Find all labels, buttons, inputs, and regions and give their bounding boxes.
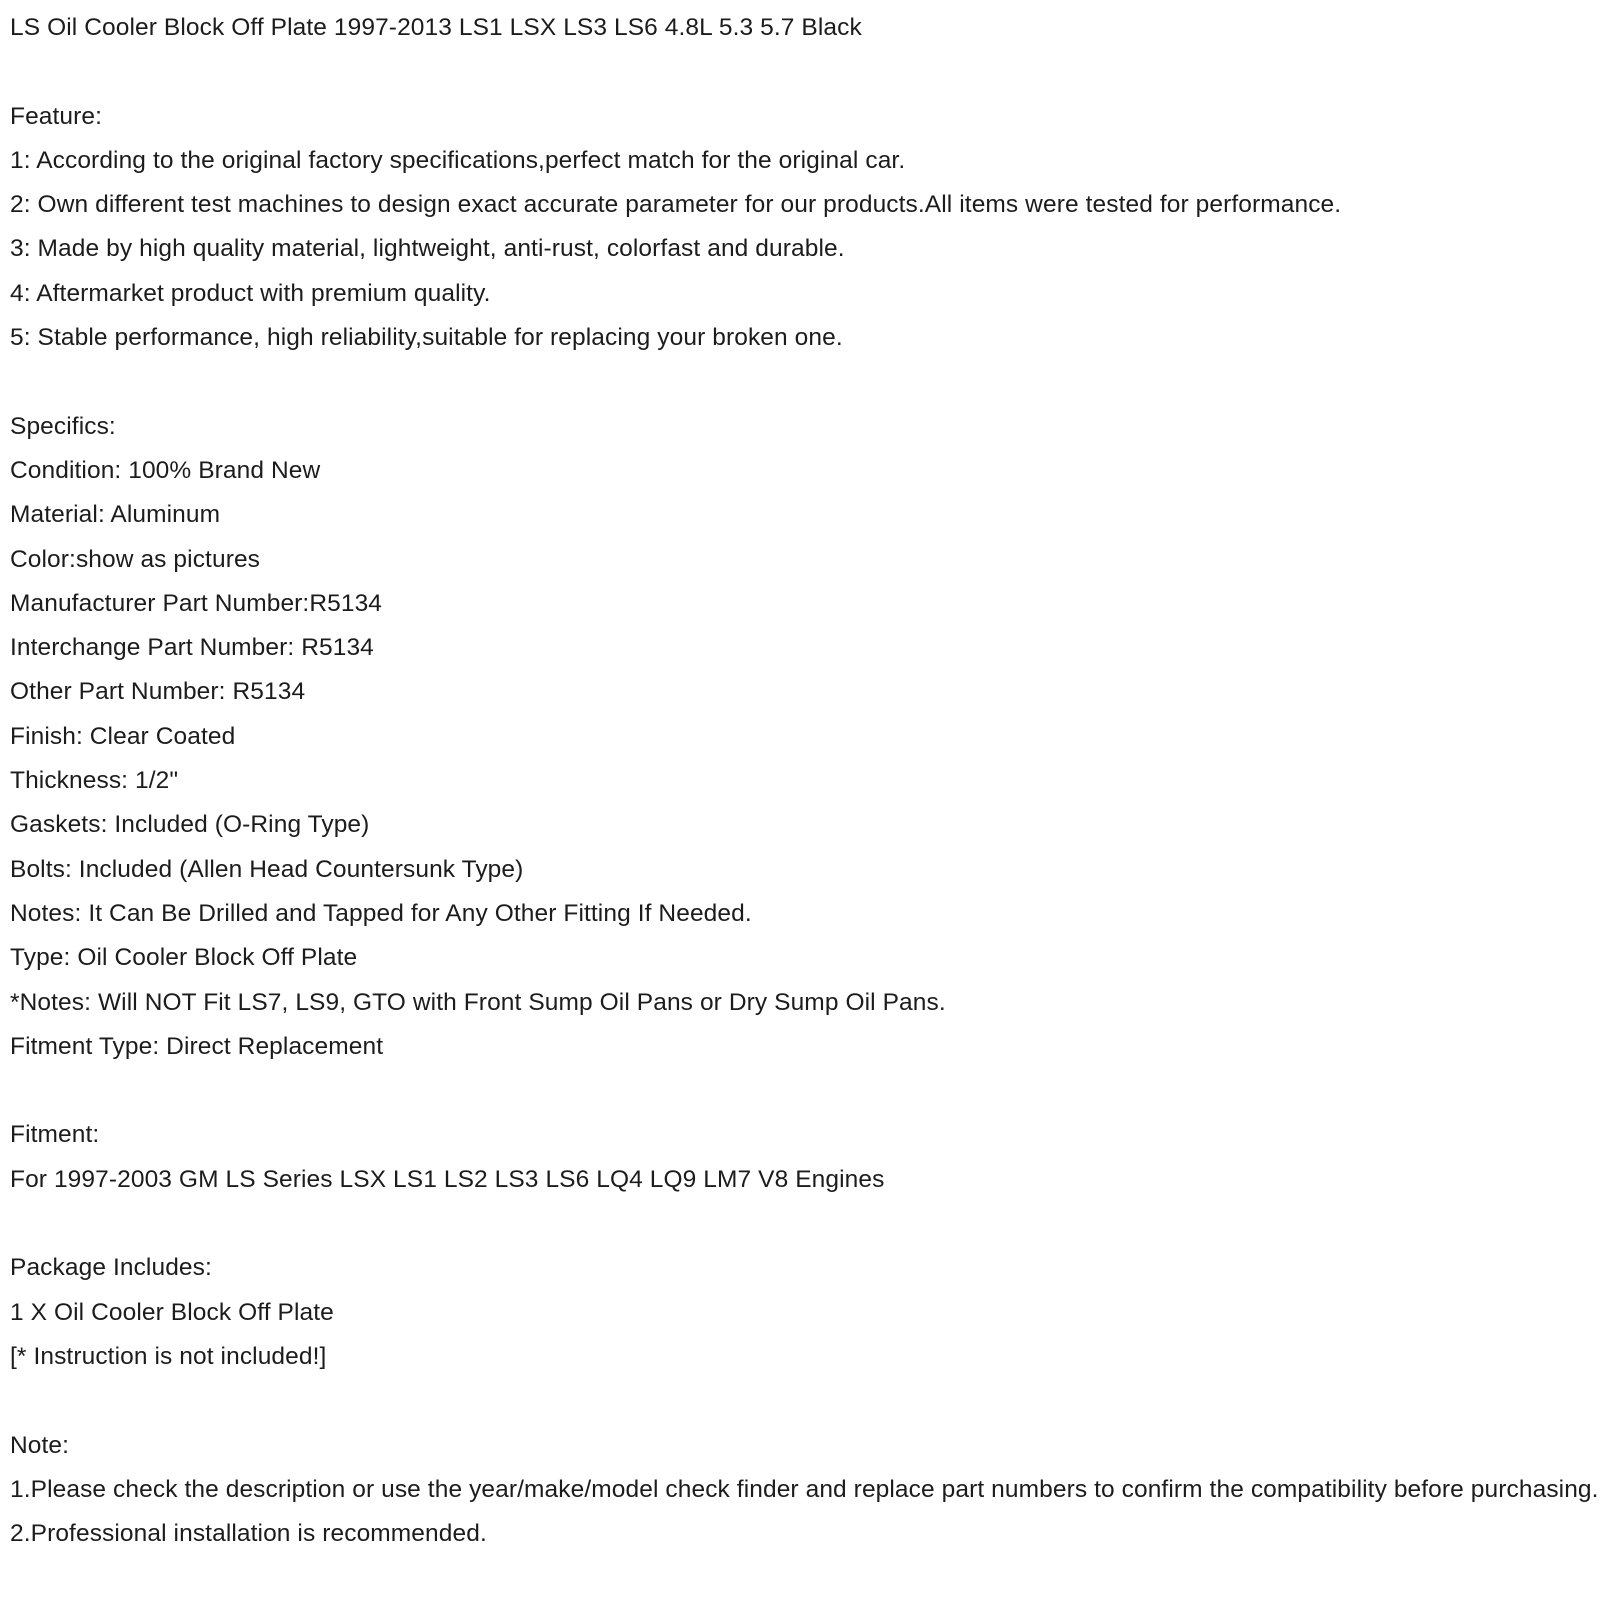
specifics-section [10, 405, 1588, 1069]
feature-heading: Feature: [10, 102, 103, 130]
feature-item: 5: Stable performance, high reliability,suitable for replacing your broken one. [10, 324, 843, 352]
blank-line [10, 1202, 1588, 1246]
spec-color: Color:show as pictures [10, 545, 261, 573]
feature-section [10, 95, 1588, 361]
spec-manufacturer-part-number: Manufacturer Part Number:R5134 [10, 589, 383, 617]
product-title: LS Oil Cooler Block Off Plate 1997-2013 LS1 LSX LS3 LS6 4.8L 5.3 5.7 Black [10, 14, 862, 41]
fitment-item: For 1997-2003 GM LS Series LSX LS1 LS2 LS3 LS6 LQ4 LQ9 LM7 V8 Engines [10, 1165, 885, 1193]
spec-thickness: Thickness: 1/2" [10, 767, 179, 795]
spec-condition: Condition: 100% Brand New [10, 456, 321, 484]
spec-fit-warning: *Notes: Will NOT Fit LS7, LS9, GTO with Front Sump Oil Pans or Dry Sump Oil Pans. [10, 988, 946, 1016]
blank-line [10, 1379, 1588, 1423]
note-heading: Note: [10, 1431, 70, 1459]
package-section [10, 1246, 1588, 1379]
package-instruction-note: [* Instruction is not included!] [10, 1342, 327, 1370]
blank-line [10, 1069, 1588, 1113]
fitment-section [10, 1113, 1588, 1202]
feature-item: 2: Own different test machines to design exact accurate parameter for our products.All items were tested for performance. [10, 191, 1342, 219]
spec-finish: Finish: Clear Coated [10, 722, 236, 750]
spec-fitment-type: Fitment Type: Direct Replacement [10, 1032, 384, 1060]
package-item: 1 X Oil Cooler Block Off Plate [10, 1298, 334, 1326]
blank-line [10, 360, 1588, 404]
spec-bolts: Bolts: Included (Allen Head Countersunk Type) [10, 855, 524, 883]
spec-gaskets: Gaskets: Included (O-Ring Type) [10, 811, 370, 839]
note-section [10, 1424, 1599, 1557]
feature-item: 1: According to the original factory specifications,perfect match for the original car. [10, 146, 906, 174]
feature-item: 4: Aftermarket product with premium quality. [10, 279, 491, 307]
spec-interchange-part-number: Interchange Part Number: R5134 [10, 634, 374, 662]
fitment-heading: Fitment: [10, 1121, 100, 1149]
note-item: 1.Please check the description or use the year/make/model check finder and replace part numbers to confirm the compatibility before purchasing. [10, 1475, 1599, 1503]
feature-item: 3: Made by high quality material, lightweight, anti-rust, colorfast and durable. [10, 235, 845, 263]
specifics-heading: Specifics: [10, 412, 116, 440]
spec-type: Type: Oil Cooler Block Off Plate [10, 944, 358, 972]
spec-notes: Notes: It Can Be Drilled and Tapped for Any Other Fitting If Needed. [10, 899, 752, 927]
spec-material: Material: Aluminum [10, 501, 221, 529]
blank-line [10, 50, 1588, 94]
package-heading: Package Includes: [10, 1254, 212, 1282]
note-item: 2.Professional installation is recommended. [10, 1520, 487, 1548]
spec-other-part-number: Other Part Number: R5134 [10, 678, 306, 706]
